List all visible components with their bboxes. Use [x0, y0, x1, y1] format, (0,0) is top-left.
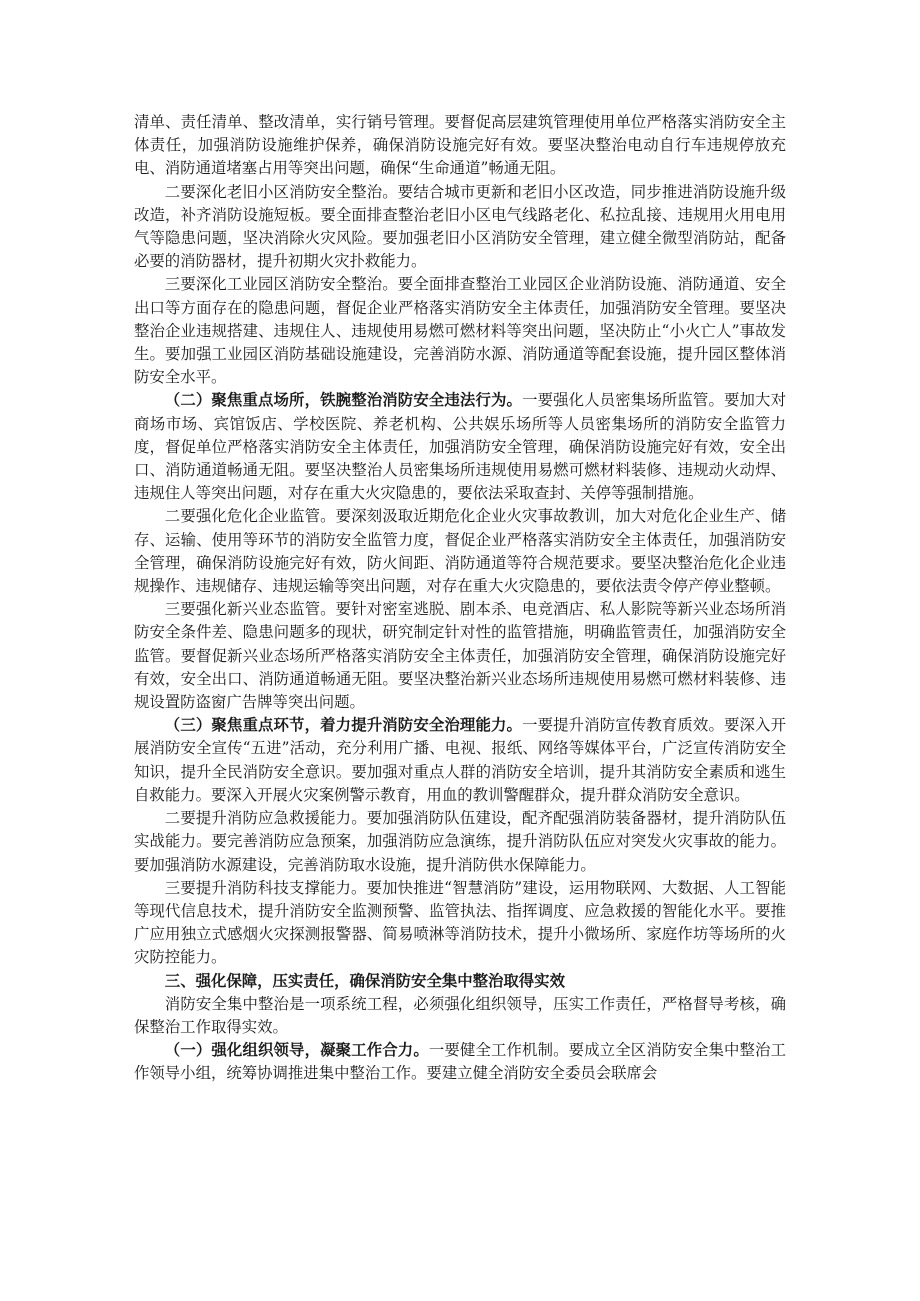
paragraph-4-text: 一要强化人员密集场所监管。要加大对商场市场、宾馆饭店、学校医院、养老机构、公共娱乐场所等人员密集场所的消防安全监管力度，督促单位严格落实消防安全主体责任，加强消防安全管理，确保消防设施完好有效，安全出口、消防通道畅通无阻。要坚决整治人员密集场所违规使用易燃可燃材料装修、违规动火动焊、违规住人等突出问题，对存在重大火灾隐患的，要依法采取查封、关停等强制措施。	[134, 391, 786, 503]
paragraph-1-text: 清单、责任清单、整改清单，实行销号管理。要督促高层建筑管理使用单位严格落实消防安全主体责任，加强消防设施维护保养，确保消防设施完好有效。要坚决整治电动自行车违规停放充电、消防通道堵塞占用等突出问题，确保“生命通道”畅通无阻。	[134, 113, 786, 178]
paragraph-2-text: 二要深化老旧小区消防安全整治。要结合城市更新和老旧小区改造，同步推进消防设施升级改造，补齐消防设施短板。要全面排查整治老旧小区电气线路老化、私拉乱接、违规用火用电用气等隐患问题，坚决消除火灾风险。要加强老旧小区消防安全管理，建立健全微型消防站，配备必要的消防器材，提升初期火灾扑救能力。	[134, 182, 786, 271]
paragraph-12-lead: （一）强化组织领导，凝聚工作合力。	[164, 1041, 429, 1060]
paragraph-5-text: 二要强化危化企业监管。要深刻汲取近期危化企业火灾事故教训，加大对危化企业生产、储存、运输、使用等环节的消防安全监管力度，督促企业严格落实消防安全主体责任，加强消防安全管理，确保消防设施完好有效，防火间距、消防通道等符合规范要求。要坚决整治危化企业违规操作、违规储存、违规运输等突出问题，对存在重大火灾隐患的，要依法责令停产停业整顿。	[134, 507, 786, 596]
paragraph-11-text: 消防安全集中整治是一项系统工程，必须强化组织领导，压实工作责任，严格督导考核，确保整治工作取得实效。	[134, 994, 786, 1036]
paragraph-7	[134, 714, 786, 807]
paragraph-8-text: 二要提升消防应急救援能力。要加强消防队伍建设，配齐配强消防装备器材，提升消防队伍实战能力。要完善消防应急预案，加强消防应急演练，提升消防队伍应对突发火灾事故的能力。要加强消防水源建设，完善消防取水设施，提升消防供水保障能力。	[134, 809, 786, 874]
paragraph-11	[134, 993, 786, 1039]
paragraph-9-text: 三要提升消防科技支撑能力。要加快推进“智慧消防”建设，运用物联网、大数据、人工智能等现代信息技术，提升消防安全监测预警、监管执法、指挥调度、应急救援的智能化水平。要推广应用独立式感烟火灾探测报警器、简易喷淋等消防技术，提升小微场所、家庭作坊等场所的火灾防控能力。	[134, 878, 786, 967]
paragraph-12	[134, 1039, 786, 1085]
paragraph-3	[134, 273, 786, 389]
paragraph-4	[134, 389, 786, 505]
paragraph-12-text: 一要健全工作机制。要成立全区消防安全集中整治工作领导小组，统筹协调推进集中整治工作。要建立健全消防安全委员会联席会	[134, 1041, 786, 1083]
paragraph-3-text: 三要深化工业园区消防安全整治。要全面排查整治工业园区企业消防设施、消防通道、安全出口等方面存在的隐患问题，督促企业严格落实消防安全主体责任，加强消防安全管理。要坚决整治企业违规搭建、违规住人、违规使用易燃可燃材料等突出问题，坚决防止“小火亡人”事故发生。要加强工业园区消防基础设施建设，完善消防水源、消防通道等配套设施，提升园区整体消防安全水平。	[134, 275, 786, 387]
paragraph-1	[134, 111, 786, 181]
paragraph-8	[134, 807, 786, 877]
paragraph-6-text: 三要强化新兴业态监管。要针对密室逃脱、剧本杀、电竞酒店、私人影院等新兴业态场所消防安全条件差、隐患问题多的现状，研究制定针对性的监管措施，明确监管责任，加强消防安全监管。要督促新兴业态场所严格落实消防安全主体责任，加强消防安全管理，确保消防设施完好有效，安全出口、消防通道畅通无阻。要坚决整治新兴业态场所违规使用易燃可燃材料装修、违规设置防盗窗广告牌等突出问题。	[134, 600, 786, 712]
paragraph-5	[134, 505, 786, 598]
paragraph-4-lead: （二）聚焦重点场所，铁腕整治消防安全违法行为。	[164, 391, 523, 410]
paragraph-9	[134, 877, 786, 970]
section-heading-3	[134, 970, 786, 993]
document-page	[134, 111, 786, 1086]
paragraph-7-text: 一要提升消防宣传教育质效。要深入开展消防安全宣传“五进”活动，充分利用广播、电视、报纸、网络等媒体平台，广泛宣传消防安全知识，提升全民消防安全意识。要加强对重点人群的消防安全培训，提升其消防安全素质和逃生自救能力。要深入开展火灾案例警示教育，用血的教训警醒群众，提升群众消防安全意识。	[134, 716, 786, 804]
paragraph-2	[134, 181, 786, 274]
paragraph-6	[134, 598, 786, 714]
section-heading-3-text: 三、强化保障，压实责任，确保消防安全集中整治取得实效	[164, 971, 565, 990]
paragraph-7-lead: （三）聚焦重点环节，着力提升消防安全治理能力。	[164, 716, 523, 735]
